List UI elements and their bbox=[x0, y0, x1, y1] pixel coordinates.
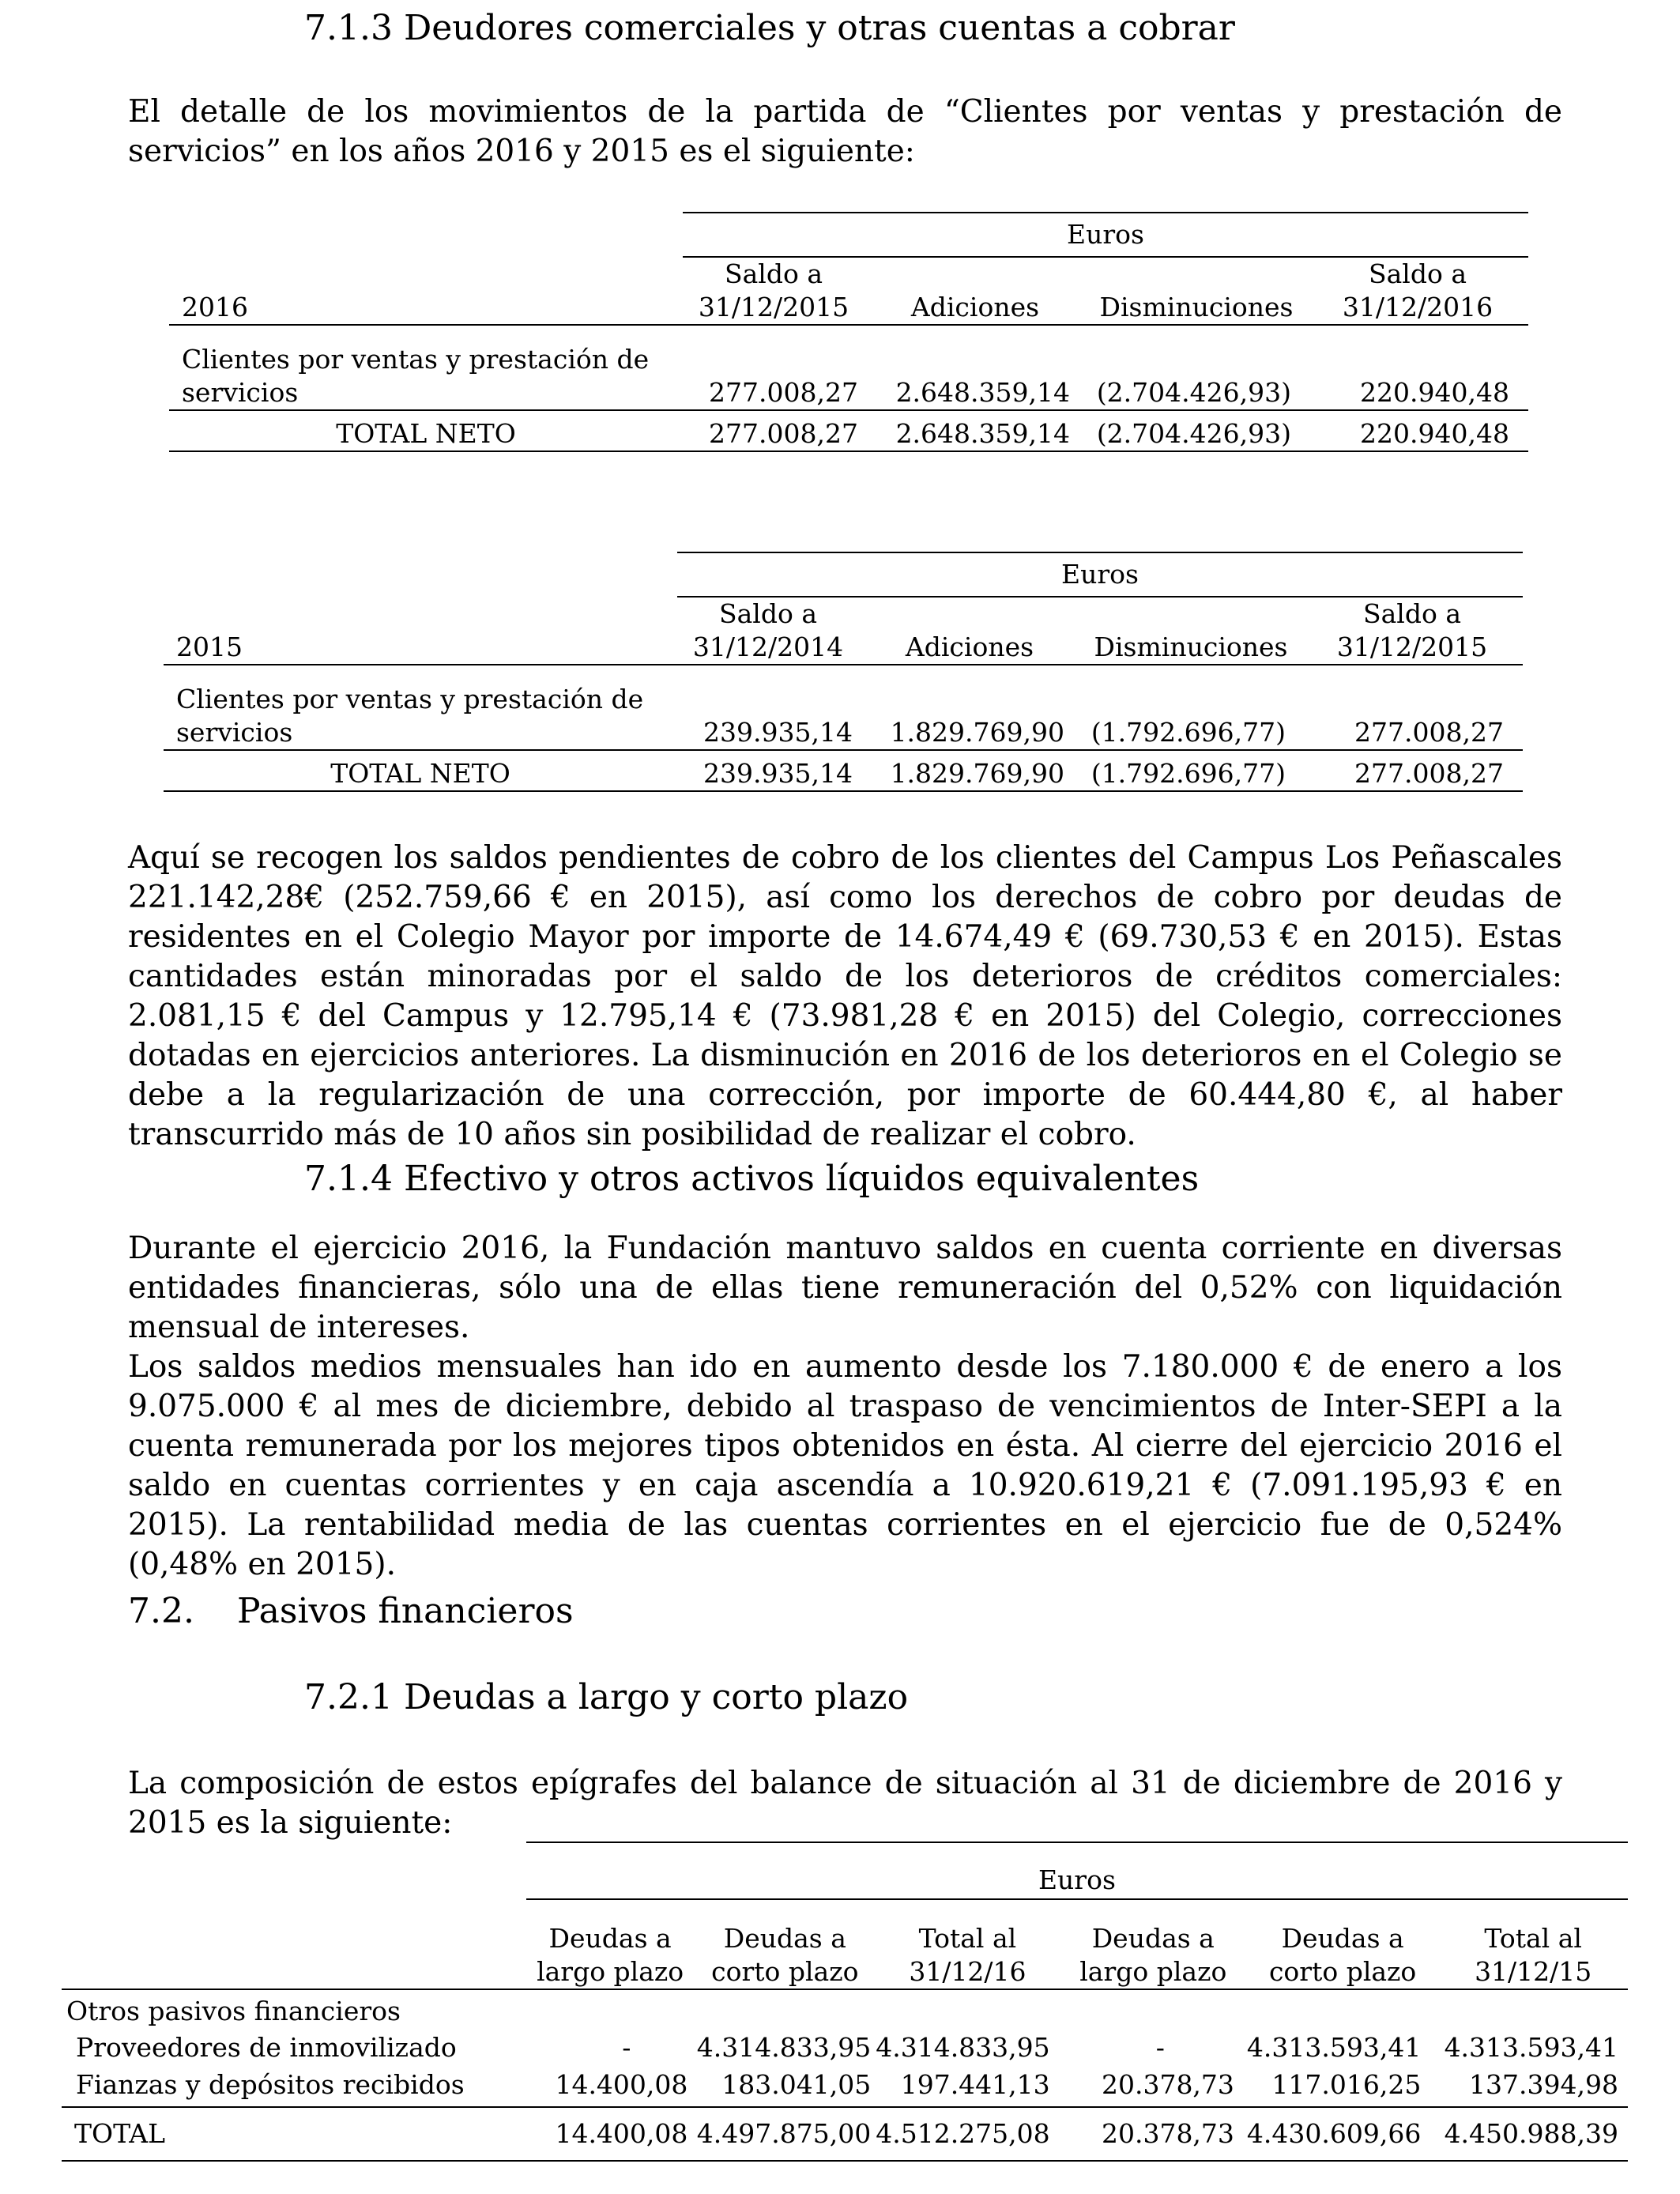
col-deudas-corto-2016-b: corto plazo bbox=[694, 1955, 876, 1989]
cell-value: 14.400,08 bbox=[526, 2068, 695, 2107]
total-value: 239.935,14 bbox=[677, 750, 859, 791]
cell-value: 4.314.833,95 bbox=[876, 2032, 1050, 2063]
paragraph-cuentas-corrientes: Durante el ejercicio 2016, la Fundación mantuvo saldos en cuenta corriente en diversas entidades financieras, sólo una de ellas tiene remuneración del 0,52% con liquidación mensual de intereses. bbox=[128, 1231, 1562, 1345]
col-deudas-largo-2015-a: Deudas a bbox=[1091, 1923, 1215, 1954]
currency-header: Euros bbox=[526, 1842, 1628, 1899]
total-value: (1.792.696,77) bbox=[1080, 750, 1301, 791]
total-value: 4.497.875,00 bbox=[694, 2107, 876, 2161]
row-label-a: Clientes por ventas y prestación de bbox=[176, 684, 644, 714]
total-value: 220.940,48 bbox=[1307, 410, 1528, 451]
col-saldo-final-b: 31/12/2016 bbox=[1307, 291, 1528, 325]
cell-value: 197.441,13 bbox=[876, 2068, 1059, 2107]
section-7-1-4-heading: 7.1.4 Efectivo y otros activos líquidos equivalentes bbox=[304, 1159, 1200, 1199]
total-value: 4.512.275,08 bbox=[876, 2107, 1059, 2161]
total-value: 277.008,27 bbox=[1301, 750, 1523, 791]
cell-value: 4.314.833,95 bbox=[696, 2032, 872, 2063]
group-label: Otros pasivos financieros bbox=[66, 1996, 401, 2026]
section-7-2-number: 7.2. bbox=[128, 1591, 194, 1631]
total-value: 1.829.769,90 bbox=[859, 750, 1080, 791]
col-deudas-largo-2016-a: Deudas a bbox=[548, 1923, 672, 1954]
col-disminuciones: Disminuciones bbox=[1080, 631, 1301, 665]
total-value: 14.400,08 bbox=[526, 2107, 695, 2161]
paragraph-saldos-medios: Los saldos medios mensuales han ido en aumento desde los 7.180.000 € de enero a los 9.075.000 € al mes de diciembre, debido al traspaso de vencimientos de Inter-SEPI a la cuenta remunerada por los mejores tipos obtenidos en ésta. Al cierre del ejercicio 2016 el saldo en cuentas corrientes y en caja ascendía a 10.920.619,21 € (7.091.195,93 € en 2015). La rentabilidad media de las cuentas corrientes en el ejercicio fue de 0,524% (0,48% en 2015). bbox=[128, 1349, 1562, 1582]
col-deudas-corto-2016-a: Deudas a bbox=[723, 1923, 846, 1954]
cell-value: (1.792.696,77) bbox=[1080, 716, 1301, 750]
cell-value: 1.829.769,90 bbox=[859, 716, 1080, 750]
paragraph-saldos-clientes: Aquí se recogen los saldos pendientes de cobro de los clientes del Campus Los Peñascales 221.142,28€ (252.759,66 € en 2015), así como los derechos de cobro por deudas de residentes en el Colegio Mayor por importe de 14.674,49 € (69.730,53 € en 2015). Estas cantidades están minoradas por el saldo de los deterioros de créditos comerciales: 2.081,15 € del Campus y 12.795,14 € (73.981,28 € en 2015) del Colegio, correcciones dotadas en ejercicios anteriores. La disminución en 2016 de los deterioros en el Colegio se debe a la regularización de una corrección, por importe de 60.444,80 €, al haber transcurrido más de 10 años sin posibilidad de realizar el cobro. bbox=[128, 840, 1562, 1152]
col-total-2016-b: 31/12/16 bbox=[876, 1955, 1059, 1989]
col-saldo-inicial-a: Saldo a bbox=[725, 258, 823, 289]
section-7-2-1-heading: 7.2.1 Deudas a largo y corto plazo bbox=[304, 1677, 909, 1717]
row-label-b: servicios bbox=[169, 376, 683, 410]
debts-table bbox=[62, 1842, 1628, 2162]
row-label-a: Clientes por ventas y prestación de bbox=[182, 344, 650, 375]
total-label: TOTAL NETO bbox=[164, 750, 677, 791]
cell-value: 20.378,73 bbox=[1060, 2068, 1247, 2107]
cell-value: 220.940,48 bbox=[1307, 376, 1528, 410]
section-7-1-3-heading: 7.1.3 Deudores comerciales y otras cuentas a cobrar bbox=[304, 8, 1235, 48]
total-value: 277.008,27 bbox=[683, 410, 864, 451]
col-deudas-corto-2015-b: corto plazo bbox=[1247, 1955, 1438, 1989]
year-label: 2016 bbox=[169, 291, 683, 325]
table-row bbox=[62, 2028, 1628, 2068]
total-value: (2.704.426,93) bbox=[1086, 410, 1307, 451]
table-row bbox=[62, 2068, 1628, 2107]
cell-value: 2.648.359,14 bbox=[864, 376, 1086, 410]
total-value: 4.430.609,66 bbox=[1247, 2107, 1438, 2161]
total-label: TOTAL NETO bbox=[169, 410, 683, 451]
col-saldo-inicial-b: 31/12/2014 bbox=[677, 631, 859, 665]
cell-value: 4.313.593,41 bbox=[1246, 2032, 1422, 2063]
cell-value: 239.935,14 bbox=[677, 716, 859, 750]
col-saldo-inicial-a: Saldo a bbox=[719, 598, 817, 629]
currency-header: Euros bbox=[683, 213, 1528, 257]
col-saldo-final-b: 31/12/2015 bbox=[1301, 631, 1523, 665]
currency-header: Euros bbox=[677, 552, 1523, 597]
col-disminuciones: Disminuciones bbox=[1086, 291, 1307, 325]
col-adiciones: Adiciones bbox=[864, 291, 1086, 325]
row-label: Fianzas y depósitos recibidos bbox=[62, 2068, 526, 2107]
col-saldo-final-a: Saldo a bbox=[1369, 258, 1467, 289]
cell-value: 117.016,25 bbox=[1247, 2068, 1438, 2107]
total-label: TOTAL bbox=[62, 2107, 526, 2161]
col-deudas-largo-2016-b: largo plazo bbox=[526, 1955, 695, 1989]
cell-value: (2.704.426,93) bbox=[1086, 376, 1307, 410]
total-value: 2.648.359,14 bbox=[864, 410, 1086, 451]
cell-value: - bbox=[1155, 2032, 1165, 2063]
cell-value: - bbox=[622, 2032, 631, 2063]
total-value: 20.378,73 bbox=[1060, 2107, 1247, 2161]
total-value: 4.450.988,39 bbox=[1438, 2107, 1628, 2161]
section-7-2-title: Pasivos financieros bbox=[237, 1591, 574, 1631]
intro-paragraph-7-2-1: La composición de estos epígrafes del balance de situación al 31 de diciembre de 2016 y 2015 es la siguiente: bbox=[128, 1766, 1562, 1841]
movements-table-2015 bbox=[164, 552, 1523, 792]
cell-value: 137.394,98 bbox=[1438, 2068, 1628, 2107]
col-deudas-largo-2015-b: largo plazo bbox=[1060, 1955, 1247, 1989]
year-label: 2015 bbox=[164, 631, 677, 665]
col-total-2015-a: Total al bbox=[1484, 1923, 1582, 1954]
movements-table-2016 bbox=[169, 212, 1528, 452]
cell-value: 277.008,27 bbox=[683, 376, 864, 410]
row-label-b: servicios bbox=[164, 716, 677, 750]
cell-value: 277.008,27 bbox=[1301, 716, 1523, 750]
col-total-2016-a: Total al bbox=[918, 1923, 1017, 1954]
intro-paragraph-7-1-3: El detalle de los movimientos de la partida de “Clientes por ventas y prestación de servicios” en los años 2016 y 2015 es el siguiente: bbox=[128, 94, 1562, 169]
col-saldo-inicial-b: 31/12/2015 bbox=[683, 291, 864, 325]
col-saldo-final-a: Saldo a bbox=[1363, 598, 1461, 629]
col-deudas-corto-2015-a: Deudas a bbox=[1281, 1923, 1404, 1954]
cell-value: 4.313.593,41 bbox=[1444, 2032, 1618, 2063]
col-total-2015-b: 31/12/15 bbox=[1438, 1955, 1628, 1989]
cell-value: 183.041,05 bbox=[694, 2068, 876, 2107]
row-label: Proveedores de inmovilizado bbox=[76, 2032, 457, 2063]
col-adiciones: Adiciones bbox=[859, 631, 1080, 665]
